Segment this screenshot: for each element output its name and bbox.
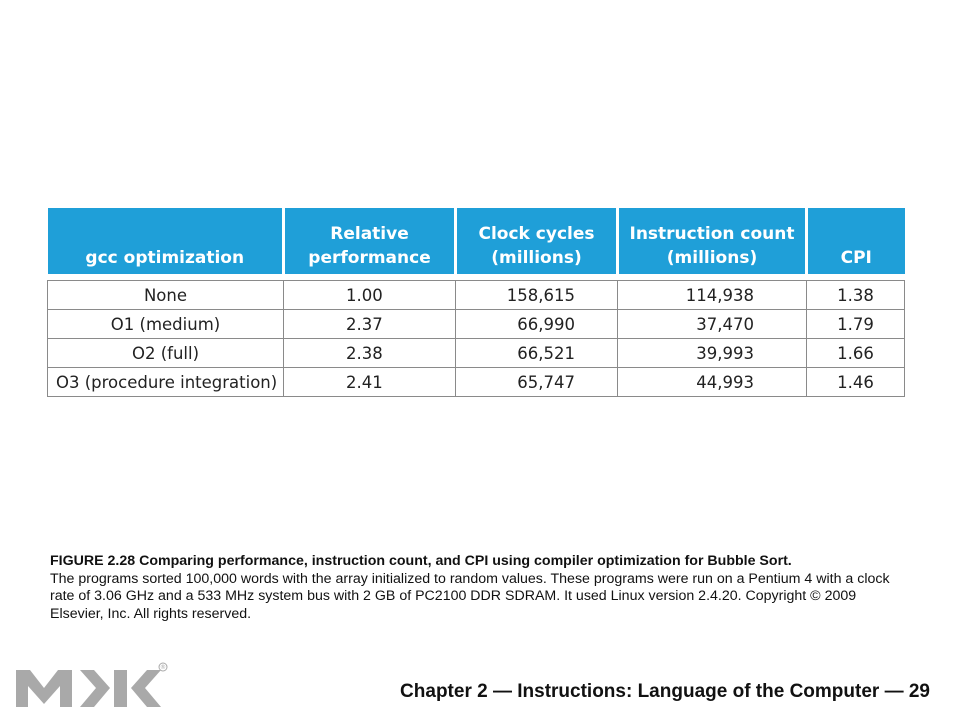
header-instruction-count: Instruction count (millions) xyxy=(618,208,807,274)
cell-optimization: O2 (full) xyxy=(48,339,284,368)
cell-clock-cycles: 158,615 xyxy=(456,281,618,310)
cell-cpi: 1.79 xyxy=(807,310,905,339)
table-row xyxy=(48,368,905,397)
header-relative-performance: Relative performance xyxy=(284,208,456,274)
cell-relative-performance: 2.41 xyxy=(284,368,456,397)
cell-optimization: None xyxy=(48,281,284,310)
cell-instruction-count: 39,993 xyxy=(618,339,807,368)
header-gcc-optimization: gcc optimization xyxy=(48,208,284,274)
figure-caption xyxy=(50,553,910,623)
table-row xyxy=(48,281,905,310)
cell-relative-performance: 2.38 xyxy=(284,339,456,368)
cell-relative-performance: 2.37 xyxy=(284,310,456,339)
cell-instruction-count: 114,938 xyxy=(618,281,807,310)
optimization-table-container xyxy=(47,208,904,397)
cell-optimization: O3 (procedure integration) xyxy=(48,368,284,397)
mk-logo-icon xyxy=(14,662,169,712)
header-cpi: CPI xyxy=(807,208,905,274)
footer-chapter-title: Chapter 2 — Instructions: Language of the Computer — 29 xyxy=(400,681,930,702)
table-header-row xyxy=(48,208,905,274)
caption-title: FIGURE 2.28 Comparing performance, instruction count, and CPI using compiler optimization for Bubble Sort. xyxy=(50,553,792,569)
table-row xyxy=(48,339,905,368)
table-row xyxy=(48,310,905,339)
caption-body: The programs sorted 100,000 words with the array initialized to random values. These programs were run on a Pentium 4 with a clock rate of 3.06 GHz and a 533 MHz system bus with 2 GB of PC2100 DDR SDRAM. It used Linux version 2.4.20. Copyright © 2009 Elsevier, Inc. All rights reserved. xyxy=(50,570,890,622)
cell-cpi: 1.38 xyxy=(807,281,905,310)
cell-relative-performance: 1.00 xyxy=(284,281,456,310)
cell-clock-cycles: 66,521 xyxy=(456,339,618,368)
cell-clock-cycles: 66,990 xyxy=(456,310,618,339)
registered-mark: ® xyxy=(160,664,166,672)
cell-instruction-count: 44,993 xyxy=(618,368,807,397)
header-clock-cycles: Clock cycles (millions) xyxy=(456,208,618,274)
cell-optimization: O1 (medium) xyxy=(48,310,284,339)
cell-clock-cycles: 65,747 xyxy=(456,368,618,397)
cell-instruction-count: 37,470 xyxy=(618,310,807,339)
cell-cpi: 1.66 xyxy=(807,339,905,368)
optimization-table xyxy=(47,208,905,397)
cell-cpi: 1.46 xyxy=(807,368,905,397)
